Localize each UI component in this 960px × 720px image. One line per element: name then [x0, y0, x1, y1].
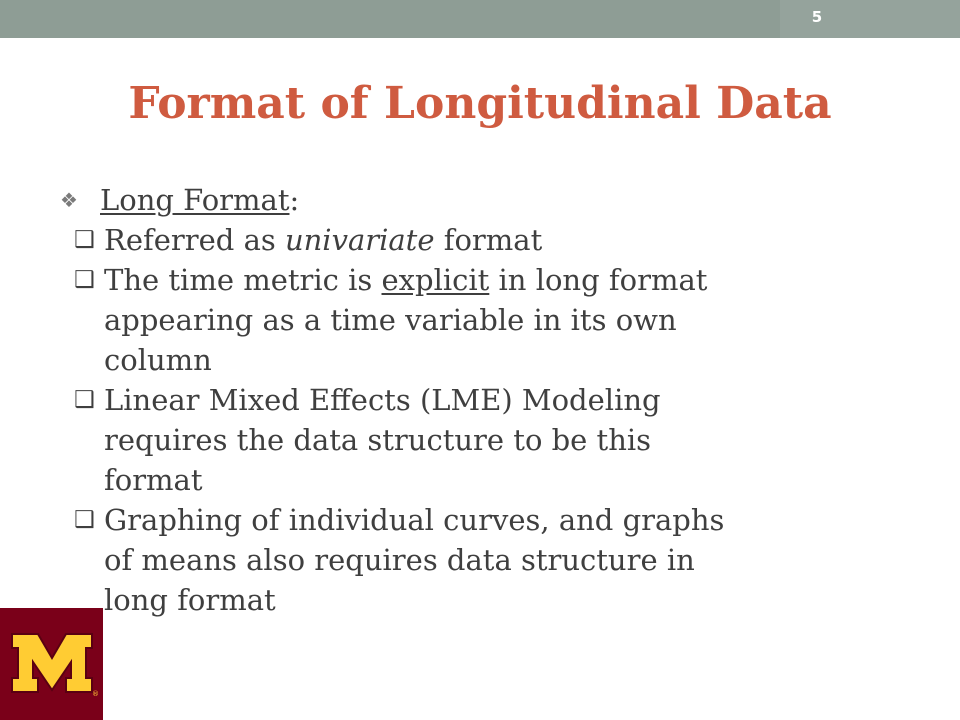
bullet-univariate — [74, 220, 938, 260]
bullet-graphing-line2: of means also requires data structure in — [104, 543, 695, 577]
bullet-lme-line3: format — [104, 463, 203, 497]
bullet-long-format — [58, 180, 938, 220]
bullet-lme — [74, 380, 938, 500]
hollow-square-icon: ❑ — [74, 267, 95, 293]
long-format-colon: : — [289, 183, 300, 217]
bullet-time-metric-line3: column — [104, 343, 212, 377]
hollow-square-icon: ❑ — [74, 507, 95, 533]
slide-content — [58, 180, 938, 620]
university-logo — [0, 608, 103, 720]
diamond-cluster-icon: ❖ — [60, 188, 78, 212]
top-bar — [0, 0, 960, 38]
bullet-lme-line1: Linear Mixed Effects (LME) Modeling — [104, 383, 661, 417]
bullet-univariate-text: Referred as univariate format — [104, 223, 543, 257]
slide-number: 5 — [811, 8, 823, 26]
hollow-square-icon: ❑ — [74, 227, 95, 253]
bullet-graphing-line1: Graphing of individual curves, and graphs — [104, 503, 725, 537]
bullet-time-metric-line2: appearing as a time variable in its own — [104, 303, 677, 337]
top-bar-accent — [0, 0, 780, 38]
hollow-square-icon: ❑ — [74, 387, 95, 413]
long-format-label: Long Format — [100, 183, 290, 217]
bullet-graphing — [74, 500, 938, 620]
bullet-graphing-line3: long format — [104, 583, 276, 617]
bullet-time-metric — [74, 260, 938, 380]
university-m-logo-icon — [8, 628, 99, 700]
bullet-lme-line2: requires the data structure to be this — [104, 423, 652, 457]
slide-title: Format of Longitudinal Data — [128, 78, 832, 129]
bullet-time-metric-line1: The time metric is explicit in long format — [104, 263, 708, 297]
svg-text:®: ® — [92, 690, 99, 698]
